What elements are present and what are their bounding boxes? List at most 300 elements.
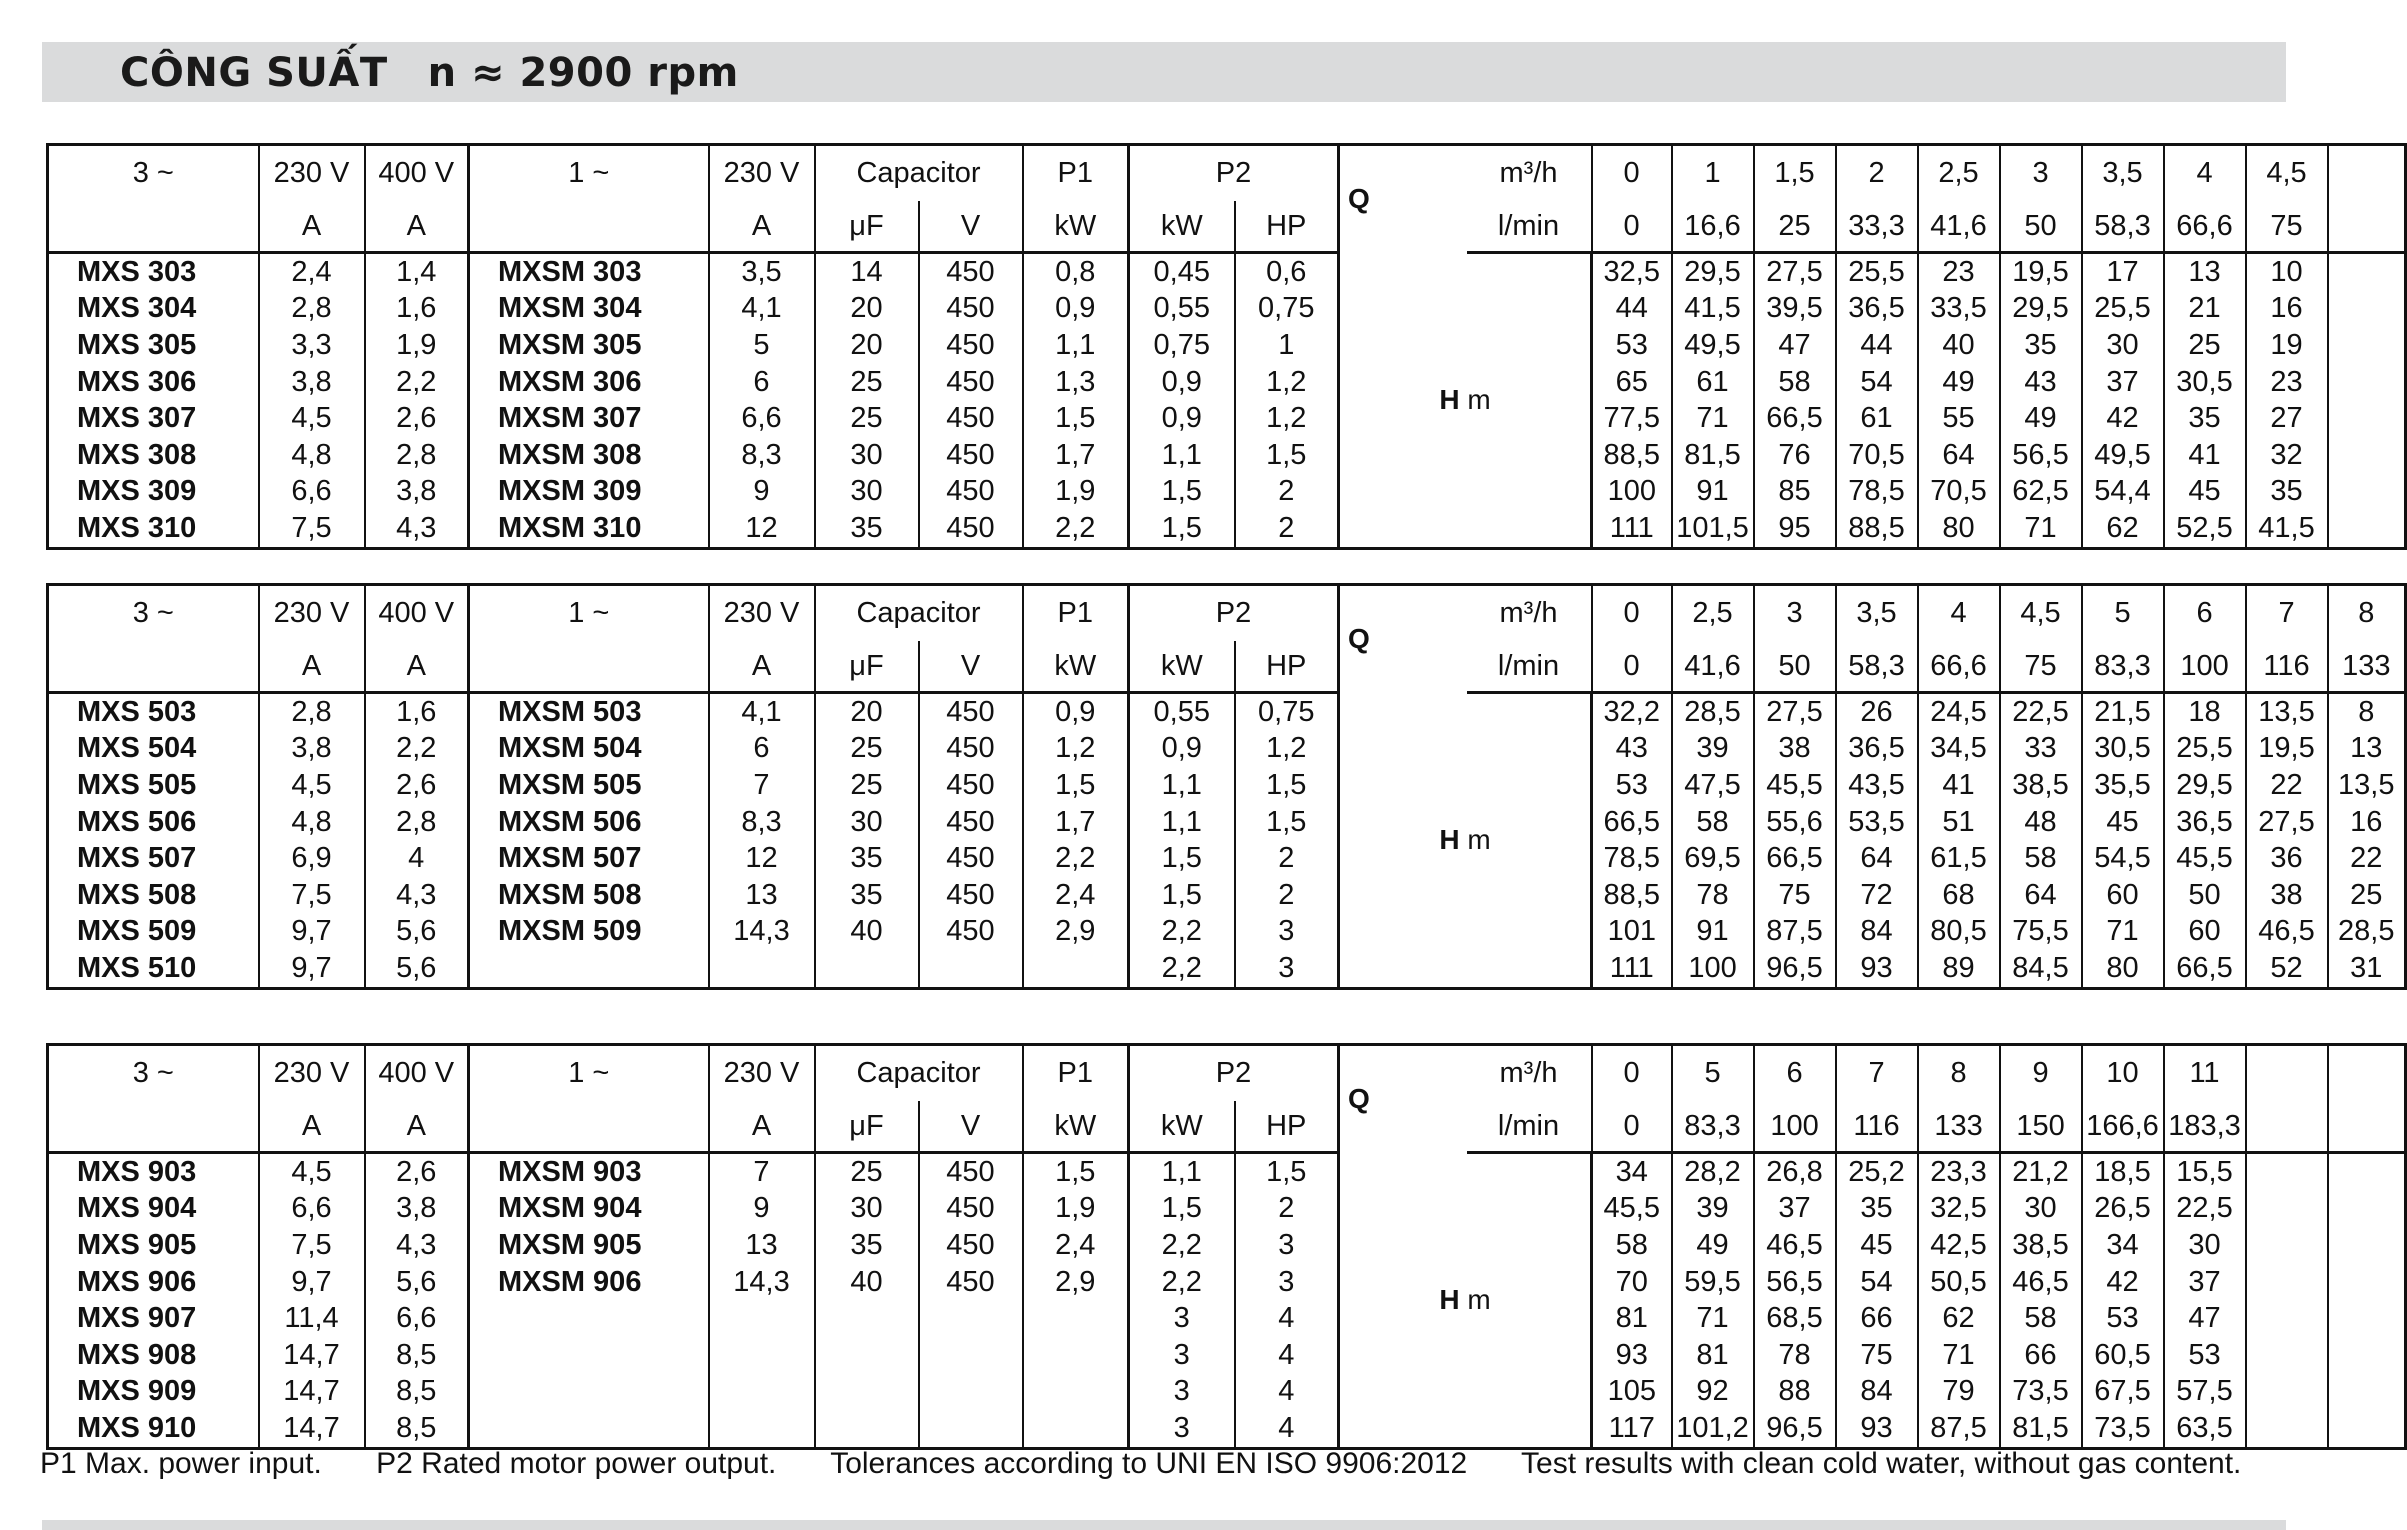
header-q: Q [1339,1045,1467,1153]
model-single-phase: MXSM 509 [469,914,709,951]
capacitor-volt: 450 [919,1264,1023,1301]
head-value [2328,253,2406,291]
header-p1: P1 [1023,145,1129,202]
head-value: 38,5 [2000,1227,2082,1264]
head-value: 70,5 [1918,474,2000,511]
p1-kw: 1,5 [1023,400,1129,437]
header-230v: 230 V [259,585,365,642]
model-three-phase: MXS 308 [77,438,197,471]
capacitor-volt: 450 [919,804,1023,841]
p2-kw: 2,2 [1129,1264,1235,1301]
head-value: 44 [1592,291,1672,328]
capacitor-uf: 30 [815,804,919,841]
head-value: 91 [1672,914,1754,951]
q-m3h-value: 3,5 [1836,585,1918,642]
current-400v: 8,5 [365,1374,469,1411]
p1-kw: 1,9 [1023,1191,1129,1228]
p1-kw: 2,4 [1023,1227,1129,1264]
q-m3h-value: 4,5 [2000,585,2082,642]
head-value: 21 [2164,291,2246,328]
p1-kw: 1,3 [1023,364,1129,401]
head-value: 41 [1918,767,2000,804]
head-value: 88,5 [1836,510,1918,548]
capacitor-uf: 20 [815,693,919,731]
table-row [48,1191,2406,1228]
q-m3h-value: 3 [1754,585,1836,642]
capacitor-volt: 450 [919,840,1023,877]
model-three-phase: MXS 908 [77,1338,197,1371]
head-value: 75 [1836,1337,1918,1374]
head-value: 70 [1592,1264,1672,1301]
model-three-phase: MXS 510 [77,951,197,984]
current-230v: 14,7 [259,1374,365,1411]
head-value: 28,5 [2328,914,2406,951]
head-value: 33,5 [1918,291,2000,328]
head-value [2246,1410,2328,1448]
head-value: 66 [1836,1300,1918,1337]
model-three-phase: MXS 306 [77,365,197,398]
head-value [2328,437,2406,474]
header-400v: 400 V [365,585,469,642]
head-value: 50,5 [1918,1264,2000,1301]
head-value: 64 [1918,437,2000,474]
header-lmin-unit: l/min [1467,1101,1592,1153]
q-lmin-value: 100 [1754,1101,1836,1153]
current-230v: 6,6 [259,1191,365,1228]
p1-kw: 0,9 [1023,291,1129,328]
p1-kw: 1,7 [1023,804,1129,841]
header-m3h-unit: m³/h [1499,1057,1558,1089]
capacitor-volt: 450 [919,400,1023,437]
header-q: Q [1339,585,1467,693]
current-single-230v: 4,1 [709,291,815,328]
header-uf: μF [815,201,919,253]
model-three-phase: MXS 506 [77,805,197,838]
capacitor-uf [815,1374,919,1411]
q-lmin-value: 75 [2000,641,2082,693]
head-value: 96,5 [1754,950,1836,988]
header-p2: P2 [1129,585,1339,642]
capacitor-volt: 450 [919,731,1023,768]
capacitor-volt: 450 [919,1191,1023,1228]
capacitor-volt: 450 [919,474,1023,511]
current-single-230v: 6,6 [709,400,815,437]
head-value: 32 [2246,437,2328,474]
head-value [2246,1337,2328,1374]
current-230v: 3,3 [259,327,365,364]
q-m3h-value: 8 [2328,585,2406,642]
head-value: 42,5 [1918,1227,2000,1264]
q-lmin-value: 83,3 [2082,641,2164,693]
header-three-phase: 3 ~ [132,1057,174,1089]
current-400v: 2,6 [365,400,469,437]
head-value: 87,5 [1918,1410,2000,1448]
head-value: 25,5 [1836,253,1918,291]
q-lmin-value [2246,1101,2328,1153]
current-400v: 4 [365,840,469,877]
head-value: 101,2 [1672,1410,1754,1448]
header-blank [48,641,259,693]
header-amp-230: A [259,201,365,253]
performance-table [46,143,2407,550]
head-value: 79 [1918,1374,2000,1411]
header-p1-kw: kW [1023,641,1129,693]
current-single-230v: 6 [709,364,815,401]
model-single-phase: MXSM 904 [469,1191,709,1228]
p1-kw: 2,2 [1023,510,1129,548]
head-value: 80,5 [1918,914,2000,951]
p1-kw: 1,1 [1023,327,1129,364]
capacitor-volt: 450 [919,364,1023,401]
header-amp-400: A [365,201,469,253]
head-value: 58 [1754,364,1836,401]
current-230v: 9,7 [259,914,365,951]
head-value: 18,5 [2082,1153,2164,1191]
current-single-230v: 14,3 [709,914,815,951]
header-amp-single: A [709,641,815,693]
p2-hp: 2 [1235,840,1339,877]
current-230v: 3,8 [259,731,365,768]
capacitor-volt: 450 [919,767,1023,804]
q-lmin-value: 0 [1592,1101,1672,1153]
current-400v: 3,8 [365,474,469,511]
header-p2-hp: HP [1235,641,1339,693]
current-single-230v: 13 [709,877,815,914]
head-value: 73,5 [2082,1410,2164,1448]
head-value: 69,5 [1672,840,1754,877]
p2-kw: 2,2 [1129,914,1235,951]
p2-hp: 3 [1235,950,1339,988]
head-value: 19 [2246,327,2328,364]
current-single-230v: 8,3 [709,804,815,841]
header-amp-400: A [365,1101,469,1153]
p2-kw: 3 [1129,1410,1235,1448]
capacitor-volt: 450 [919,1227,1023,1264]
header-lmin-unit: l/min [1467,641,1592,693]
current-400v: 3,8 [365,1191,469,1228]
head-value: 45 [1836,1227,1918,1264]
p2-kw: 1,5 [1129,474,1235,511]
head-value: 26 [1836,693,1918,731]
head-value: 27 [2246,400,2328,437]
model-three-phase: MXS 304 [77,292,197,325]
model-single-phase: MXSM 507 [469,840,709,877]
model-single-phase: MXSM 905 [469,1227,709,1264]
q-lmin-value: 33,3 [1836,201,1918,253]
header-230v-single: 230 V [709,585,815,642]
head-value: 68,5 [1754,1300,1836,1337]
head-value: 45 [2082,804,2164,841]
current-230v: 4,5 [259,400,365,437]
header-capacitor: Capacitor [815,145,1023,202]
p2-hp: 2 [1235,474,1339,511]
head-value: 101 [1592,914,1672,951]
head-value: 23,3 [1918,1153,2000,1191]
head-symbol: H [1439,824,1460,856]
q-m3h-value: 6 [1754,1045,1836,1102]
head-value [2246,1374,2328,1411]
head-value: 81,5 [2000,1410,2082,1448]
head-value: 29,5 [1672,253,1754,291]
head-value: 75 [1754,877,1836,914]
header-230v: 230 V [259,1045,365,1102]
head-value: 64 [1836,840,1918,877]
p2-hp: 1 [1235,327,1339,364]
table-row [48,1410,2406,1448]
head-value [2246,1264,2328,1301]
header-p2-kw: kW [1129,201,1235,253]
head-value: 37 [2164,1264,2246,1301]
q-m3h-value [2328,145,2406,202]
head-value: 76 [1754,437,1836,474]
head-value: 62 [2082,510,2164,548]
head-value: 72 [1836,877,1918,914]
head-value: 56,5 [2000,437,2082,474]
head-value: 48 [2000,804,2082,841]
head-value: 39 [1672,1191,1754,1228]
table-row [48,253,2406,291]
capacitor-uf: 25 [815,400,919,437]
current-400v: 5,6 [365,914,469,951]
head-value [2328,1227,2406,1264]
head-value: 77,5 [1592,400,1672,437]
p2-kw: 0,9 [1129,731,1235,768]
q-lmin-value: 133 [2328,641,2406,693]
current-400v: 1,4 [365,253,469,291]
header-lmin-unit: l/min [1467,201,1592,253]
head-value [2246,1153,2328,1191]
p1-kw: 1,2 [1023,731,1129,768]
head-value: 60 [2164,914,2246,951]
head-value: 66,5 [1754,840,1836,877]
header-blank [48,201,259,253]
head-value: 45,5 [1754,767,1836,804]
head-value: 35 [2246,474,2328,511]
header-p1: P1 [1023,1045,1129,1102]
p1-kw [1023,1374,1129,1411]
head-value: 13 [2328,731,2406,768]
head-value: 47,5 [1672,767,1754,804]
head-value: 61 [1672,364,1754,401]
current-230v: 11,4 [259,1300,365,1337]
q-m3h-value: 7 [1836,1045,1918,1102]
q-lmin-value: 100 [2164,641,2246,693]
header-blank-single [469,201,709,253]
model-single-phase: MXSM 906 [469,1264,709,1301]
head-value: 71 [2082,914,2164,951]
model-single-phase [469,1410,709,1448]
head-value: 41 [2164,437,2246,474]
p2-kw: 1,1 [1129,437,1235,474]
head-value: 32,2 [1592,693,1672,731]
capacitor-volt [919,1337,1023,1374]
head-value: 13,5 [2246,693,2328,731]
head-value: 16 [2328,804,2406,841]
table-row [48,474,2406,511]
head-label [1339,253,1592,549]
header-p1-kw: kW [1023,1101,1129,1153]
head-value: 25 [2328,877,2406,914]
header-volt: V [919,1101,1023,1153]
q-lmin-value: 66,6 [2164,201,2246,253]
head-value [2328,474,2406,511]
q-lmin-value: 150 [2000,1101,2082,1153]
head-value: 45,5 [1592,1191,1672,1228]
header-p1: P1 [1023,585,1129,642]
header-amp-400: A [365,641,469,693]
model-three-phase: MXS 307 [77,402,197,435]
model-single-phase [469,1374,709,1411]
model-three-phase: MXS 504 [77,732,197,765]
head-value: 25,5 [2164,731,2246,768]
p2-hp: 1,2 [1235,364,1339,401]
p1-kw: 1,5 [1023,767,1129,804]
current-single-230v: 14,3 [709,1264,815,1301]
head-value [2328,1337,2406,1374]
head-value: 22 [2328,840,2406,877]
head-value: 66 [2000,1337,2082,1374]
current-400v: 1,6 [365,693,469,731]
p2-kw: 1,5 [1129,840,1235,877]
model-three-phase: MXS 508 [77,878,197,911]
head-label [1339,1153,1592,1449]
header-capacitor: Capacitor [815,1045,1023,1102]
capacitor-uf: 35 [815,1227,919,1264]
head-value: 23 [1918,253,2000,291]
current-400v: 2,2 [365,364,469,401]
head-value: 57,5 [2164,1374,2246,1411]
head-value: 28,2 [1672,1153,1754,1191]
current-230v: 2,4 [259,253,365,291]
q-m3h-value: 6 [2164,585,2246,642]
capacitor-volt: 450 [919,253,1023,291]
header-m3h-unit: m³/h [1499,597,1558,629]
q-lmin-value: 116 [2246,641,2328,693]
p1-kw: 2,9 [1023,1264,1129,1301]
p2-kw: 0,45 [1129,253,1235,291]
current-single-230v: 8,3 [709,437,815,474]
head-value: 26,5 [2082,1191,2164,1228]
header-p2-kw: kW [1129,641,1235,693]
current-400v: 2,8 [365,437,469,474]
head-value: 81 [1592,1300,1672,1337]
head-value: 37 [2082,364,2164,401]
p1-kw: 1,7 [1023,437,1129,474]
head-value: 60,5 [2082,1337,2164,1374]
q-m3h-value: 8 [1918,1045,2000,1102]
capacitor-uf [815,950,919,988]
current-single-230v [709,1374,815,1411]
model-single-phase: MXSM 308 [469,437,709,474]
head-value: 46,5 [1754,1227,1836,1264]
head-value: 88 [1754,1374,1836,1411]
q-m3h-value: 11 [2164,1045,2246,1102]
p2-hp: 3 [1235,1227,1339,1264]
capacitor-uf: 25 [815,1153,919,1191]
current-400v: 8,5 [365,1410,469,1448]
model-single-phase [469,1337,709,1374]
current-230v: 3,8 [259,364,365,401]
head-value: 39,5 [1754,291,1836,328]
current-230v: 14,7 [259,1410,365,1448]
head-value: 78 [1672,877,1754,914]
head-value [2328,364,2406,401]
current-single-230v: 9 [709,474,815,511]
head-value: 93 [1836,1410,1918,1448]
current-230v: 6,6 [259,474,365,511]
performance-table [46,1043,2407,1450]
current-single-230v: 7 [709,1153,815,1191]
head-value: 50 [2164,877,2246,914]
q-lmin-value: 41,6 [1918,201,2000,253]
head-value: 53 [1592,327,1672,364]
p2-hp: 1,5 [1235,804,1339,841]
p1-kw: 0,8 [1023,253,1129,291]
head-value: 22 [2246,767,2328,804]
header-p2-hp: HP [1235,1101,1339,1153]
capacitor-volt: 450 [919,914,1023,951]
p1-kw [1023,1300,1129,1337]
table-row [48,1227,2406,1264]
head-value: 43 [2000,364,2082,401]
head-value: 105 [1592,1374,1672,1411]
header-three-phase: 3 ~ [132,157,174,189]
current-single-230v [709,950,815,988]
current-230v: 14,7 [259,1337,365,1374]
head-value: 84 [1836,1374,1918,1411]
current-230v: 9,7 [259,950,365,988]
q-lmin-value [2328,1101,2406,1153]
head-value: 111 [1592,950,1672,988]
p1-kw: 0,9 [1023,693,1129,731]
page-title [120,50,739,96]
head-value: 54,5 [2082,840,2164,877]
q-m3h-value: 3,5 [2082,145,2164,202]
head-value: 47 [1754,327,1836,364]
head-value: 32,5 [1592,253,1672,291]
head-value: 21,2 [2000,1153,2082,1191]
header-400v: 400 V [365,1045,469,1102]
head-value: 93 [1592,1337,1672,1374]
p1-kw: 2,4 [1023,877,1129,914]
head-value: 36 [2246,840,2328,877]
footer-tolerance: Tolerances according to UNI EN ISO 9906:2012 [830,1447,1468,1480]
head-symbol: H [1439,384,1460,416]
head-value: 34 [2082,1227,2164,1264]
capacitor-uf: 30 [815,1191,919,1228]
head-value: 93 [1836,950,1918,988]
head-value: 81,5 [1672,437,1754,474]
q-m3h-value: 9 [2000,1045,2082,1102]
head-value [2328,510,2406,548]
header-amp-single: A [709,1101,815,1153]
head-value: 27,5 [1754,693,1836,731]
head-value: 58 [2000,840,2082,877]
header-capacitor: Capacitor [815,585,1023,642]
head-value: 19,5 [2246,731,2328,768]
header-single-phase: 1 ~ [469,145,709,202]
capacitor-uf: 30 [815,474,919,511]
capacitor-uf: 35 [815,877,919,914]
head-value: 42 [2082,1264,2164,1301]
p2-kw: 0,55 [1129,693,1235,731]
p2-kw: 1,5 [1129,1191,1235,1228]
head-value: 35 [1836,1191,1918,1228]
model-single-phase: MXSM 303 [469,253,709,291]
head-value: 95 [1754,510,1836,548]
capacitor-volt [919,1300,1023,1337]
head-value: 45 [2164,474,2246,511]
